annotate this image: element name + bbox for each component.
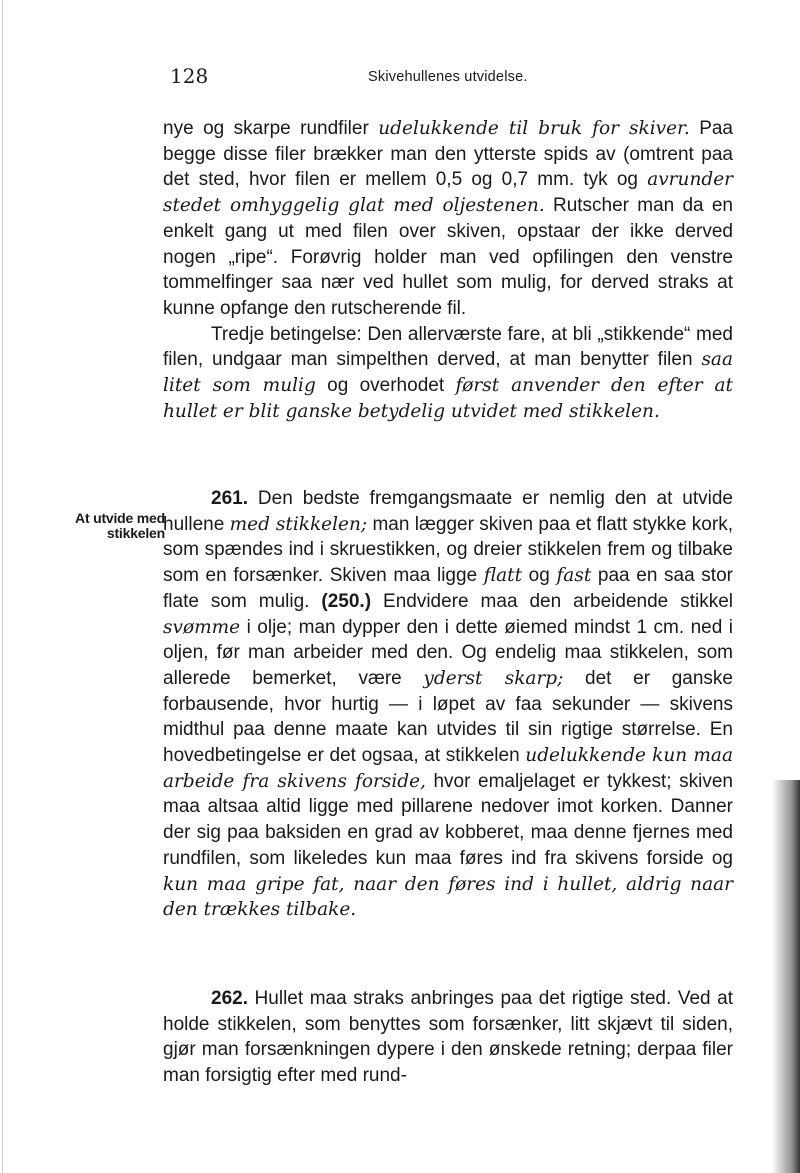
italic-text: saa litet som mulig [163,349,733,397]
paragraph-continued: nye og skarpe rundfiler udelukkende til bruk for skiver. Paa begge disse filer brækker man den ytterste spids av (omtrent paa det sted, hvor filen er mellem 0,5 og 0,7 mm. tyk og avrunder stedet omhyggelig glat med oljestenen. Rutscher man da en enkelt gang ut med filen over skiven, opstaar der ikke derved nogen „ripe“. Forøvrig holder man ved opfilingen den venstre tommelfinger saa nær ved hullet som mulig, for derved straks at kunne opfange den rutscherende fil. [163,118,733,319]
margin-note [50,511,165,541]
margin-note-line-1: At utvide med [75,510,165,526]
italic-text: først anvender den efter at hullet er blit ganske betydelig utvidet med stikkelen. [163,375,733,422]
cross-reference: (250.) [321,590,372,612]
scan-edge-shadow [772,780,800,1173]
page-number: 128 [170,64,209,88]
margin-note-line-2: stikkelen [106,525,165,541]
scan-edge-left [2,0,3,1173]
paragraph-third-condition: Tredje betingelse: Den allerværste fare, at bli „stikkende“ med filen, undgaar man simpelthen derved, at man benytter filen saa litet som mulig og overhodet først anvender den efter at hullet er blit ganske betydelig utvidet med stikkelen. [163,323,733,422]
paragraph-262: 262. Hullet maa straks anbringes paa det rigtige sted. Ved at holde stikkelen, som benyttes som forsænker, litt skjævt til siden, gjør man forsænkningen dypere i den ønskede retning; derpaa filer man forsigtig efter med rund- [163,988,733,1087]
section-number: 262. [211,988,248,1009]
page-header [170,64,570,94]
section-262 [163,986,733,1089]
section-number: 261. [211,488,248,509]
paragraph-261: 261. Den bedste fremgangsmaate er nemlig den at utvide hullene med stikkelen; man lægger skiven paa et flatt stykke kork, som spændes ind i skruestikken, og dreier stikkelen frem og tilbake som en forsænker. Skiven maa ligge flatt og fast paa en saa stor flate som mulig. (250.) Endvidere maa den arbeidende stikkel svømme i olje; man dypper den i dette øiemed mindst 1 cm. ned i oljen, før man arbeider med den. Og endelig maa stikkelen, som allerede bemerket, være yderst skarp; det er ganske forbausende, hvor hurtig — i løpet av faa sekunder — skivens midthul paa denne maate kan utvides til sin rigtige størrelse. En hovedbetingelse er det ogsaa, at stikkelen udelukkende kun maa arbeide fra skivens forside, hvor emaljelaget er tykkest; skiven maa altsaa altid ligge med pillarene nedover imot korken. Danner der sig paa baksiden en grad av kobberet, maa denne fjernes med rundfilen, som likeledes kun maa føres ind fra skivens forside og kun maa gripe fat, naar den føres ind i hullet, aldrig naar den trækkes tilbake. [163,488,733,921]
running-title: Skivehullenes utvidelse. [368,69,528,85]
section-261 [163,486,733,923]
text-block-1 [163,116,733,424]
italic-text: udelukkende til bruk for skiver. [378,118,690,139]
italic-text: avrunder stedet omhyggelig glat med oljestenen. [163,169,733,217]
